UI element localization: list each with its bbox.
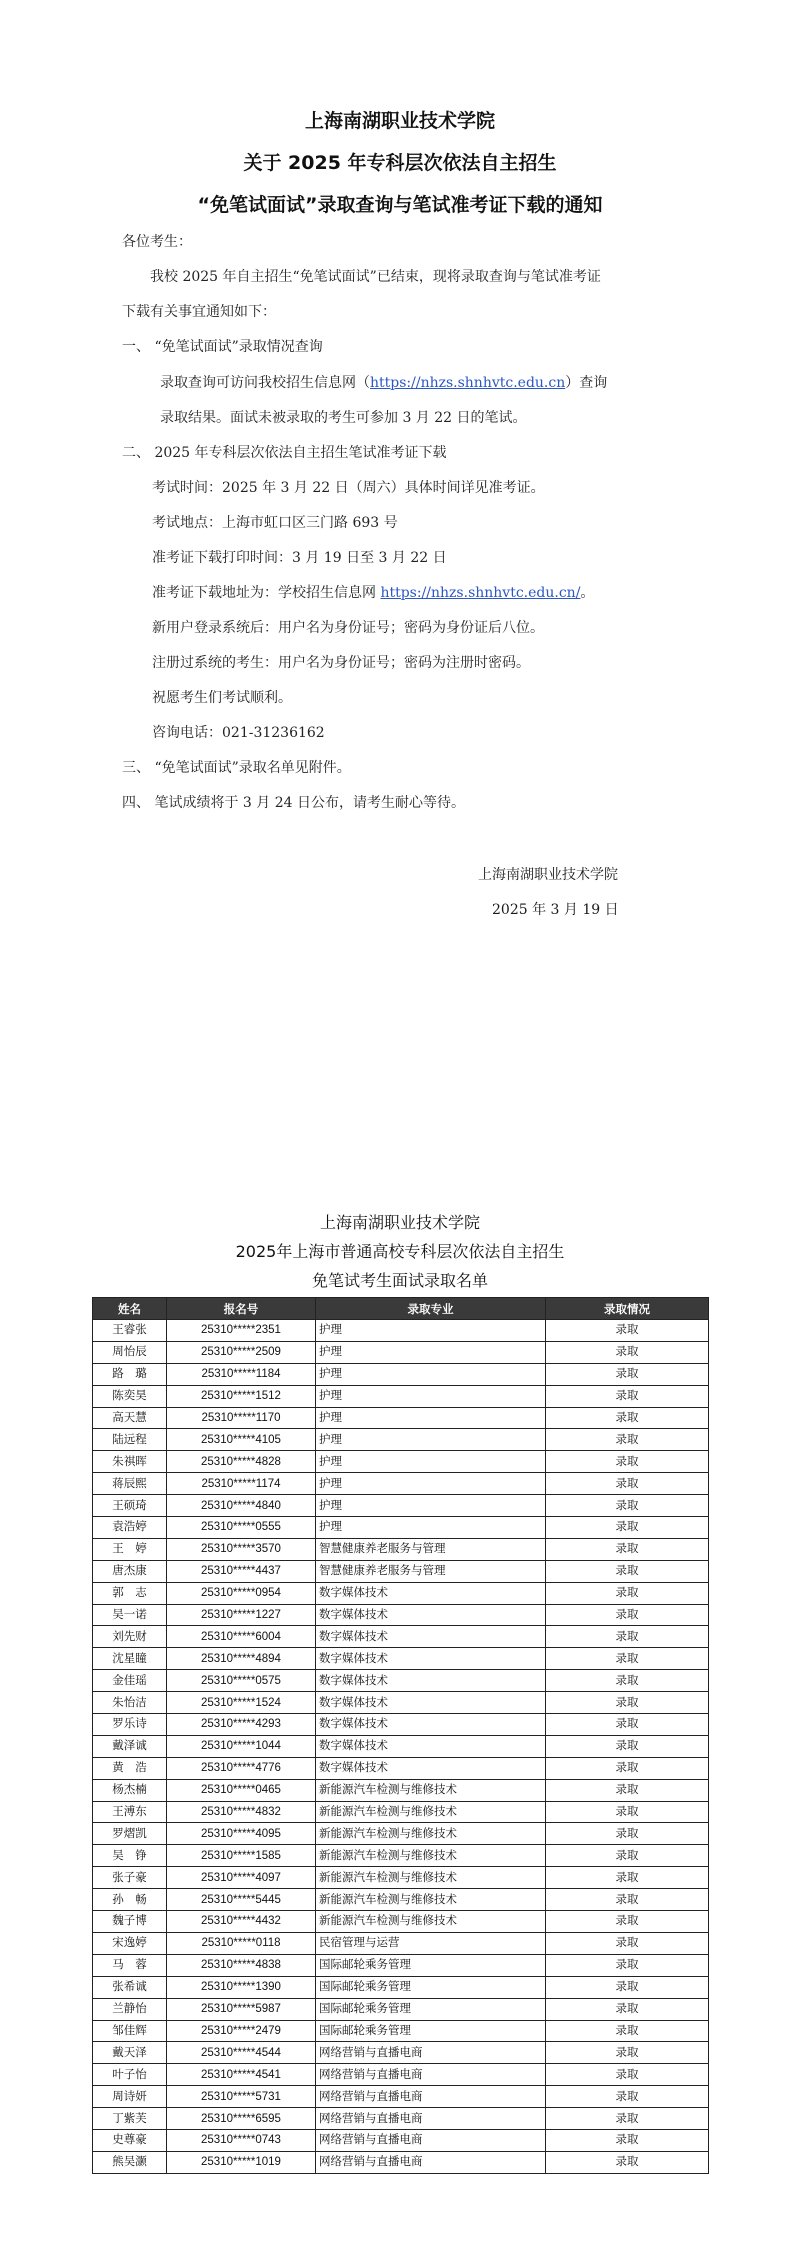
cell-major: 网络营销与直播电商 xyxy=(316,2086,546,2108)
cell-reg-number: 25310*****1512 xyxy=(167,1385,316,1407)
cell-name: 丁紫芙 xyxy=(93,2108,167,2130)
download-address-pre: 准考证下载地址为：学校招生信息网 xyxy=(152,585,381,601)
table-row xyxy=(93,1714,709,1736)
table-row xyxy=(93,1429,709,1451)
cell-major: 新能源汽车检测与维修技术 xyxy=(316,1823,546,1845)
cell-name: 周怡辰 xyxy=(93,1341,167,1363)
cell-status: 录取 xyxy=(546,1692,709,1714)
cell-name: 戴天泽 xyxy=(93,2042,167,2064)
cell-major: 智慧健康养老服务与管理 xyxy=(316,1538,546,1560)
cell-major: 护理 xyxy=(316,1495,546,1517)
cell-major: 数字媒体技术 xyxy=(316,1604,546,1626)
list-title-program: 2025年上海市普通高校专科层次依法自主招生 xyxy=(235,1242,565,1261)
cell-status: 录取 xyxy=(546,2086,709,2108)
cell-reg-number: 25310*****4293 xyxy=(167,1714,316,1736)
cell-status: 录取 xyxy=(546,1735,709,1757)
cell-major: 民宿管理与运营 xyxy=(316,1932,546,1954)
cell-name: 罗乐诗 xyxy=(93,1714,167,1736)
cell-status: 录取 xyxy=(546,1407,709,1429)
cell-name: 郭 志 xyxy=(93,1582,167,1604)
cell-major: 网络营销与直播电商 xyxy=(316,2151,546,2173)
list-title-list: 免笔试考生面试录取名单 xyxy=(311,1271,488,1290)
cell-reg-number: 25310*****5445 xyxy=(167,1889,316,1911)
cell-status: 录取 xyxy=(546,1889,709,1911)
section-1-body-post: ）查询 xyxy=(565,375,608,391)
cell-major: 新能源汽车检测与维修技术 xyxy=(316,1801,546,1823)
table-row xyxy=(93,2129,709,2151)
cell-status: 录取 xyxy=(546,1867,709,1889)
table-row xyxy=(93,1560,709,1582)
cell-name: 吴 铮 xyxy=(93,1845,167,1867)
cell-reg-number: 25310*****1524 xyxy=(167,1692,316,1714)
table-row xyxy=(93,1517,709,1539)
cell-status: 录取 xyxy=(546,1473,709,1495)
cell-status: 录取 xyxy=(546,1363,709,1385)
cell-name: 兰静怡 xyxy=(93,1998,167,2020)
section-3: 三、 “免笔试面试”录取名单见附件。 xyxy=(122,760,351,776)
section-2-heading: 二、 2025 年专科层次依法自主招生笔试准考证下载 xyxy=(122,445,447,461)
cell-status: 录取 xyxy=(546,1385,709,1407)
section-1-body-pre: 录取查询可访问我校招生信息网（ xyxy=(160,375,370,391)
header-major: 录取专业 xyxy=(316,1298,546,1320)
cell-name: 魏子博 xyxy=(93,1911,167,1933)
table-row xyxy=(93,1976,709,1998)
cell-major: 国际邮轮乘务管理 xyxy=(316,1998,546,2020)
table-row xyxy=(93,1385,709,1407)
cell-major: 护理 xyxy=(316,1451,546,1473)
wish-text: 祝愿考生们考试顺利。 xyxy=(152,690,292,706)
cell-major: 智慧健康养老服务与管理 xyxy=(316,1560,546,1582)
cell-name: 叶子怡 xyxy=(93,2064,167,2086)
cell-major: 数字媒体技术 xyxy=(316,1757,546,1779)
exam-time: 考试时间：2025 年 3 月 22 日（周六）具体时间详见准考证。 xyxy=(152,480,545,496)
cell-status: 录取 xyxy=(546,1779,709,1801)
cell-status: 录取 xyxy=(546,1604,709,1626)
cell-major: 数字媒体技术 xyxy=(316,1692,546,1714)
cell-status: 录取 xyxy=(546,2042,709,2064)
cell-major: 护理 xyxy=(316,1385,546,1407)
cell-name: 朱怡洁 xyxy=(93,1692,167,1714)
table-row xyxy=(93,1363,709,1385)
cell-status: 录取 xyxy=(546,1998,709,2020)
cell-name: 吴一诺 xyxy=(93,1604,167,1626)
section-4: 四、 笔试成绩将于 3 月 24 日公布，请考生耐心等待。 xyxy=(122,795,465,811)
cell-major: 数字媒体技术 xyxy=(316,1582,546,1604)
cell-status: 录取 xyxy=(546,1932,709,1954)
cell-status: 录取 xyxy=(546,2108,709,2130)
cell-reg-number: 25310*****0118 xyxy=(167,1932,316,1954)
cell-major: 网络营销与直播电商 xyxy=(316,2042,546,2064)
table-row xyxy=(93,1735,709,1757)
cell-name: 孙 畅 xyxy=(93,1889,167,1911)
cell-name: 史尊豪 xyxy=(93,2129,167,2151)
table-row xyxy=(93,1845,709,1867)
admission-table-body xyxy=(93,1320,709,2174)
cell-major: 护理 xyxy=(316,1473,546,1495)
table-row xyxy=(93,1495,709,1517)
table-row xyxy=(93,2020,709,2042)
download-address xyxy=(152,583,594,603)
table-row xyxy=(93,1823,709,1845)
header-status: 录取情况 xyxy=(546,1298,709,1320)
signature-date: 2025 年 3 月 19 日 xyxy=(492,902,619,918)
cell-status: 录取 xyxy=(546,1714,709,1736)
cell-reg-number: 25310*****1585 xyxy=(167,1845,316,1867)
download-link[interactable]: https://nhzs.shnhvtc.edu.cn/ xyxy=(380,585,581,601)
table-row xyxy=(93,1911,709,1933)
cell-major: 国际邮轮乘务管理 xyxy=(316,1954,546,1976)
cell-major: 数字媒体技术 xyxy=(316,1626,546,1648)
table-row xyxy=(93,1648,709,1670)
table-row xyxy=(93,1473,709,1495)
print-time: 准考证下载打印时间：3 月 19 日至 3 月 22 日 xyxy=(152,550,447,566)
signature-school: 上海南湖职业技术学院 xyxy=(478,867,618,883)
cell-name: 戴泽诚 xyxy=(93,1735,167,1757)
table-row xyxy=(93,1757,709,1779)
cell-name: 路 璐 xyxy=(93,1363,167,1385)
cell-reg-number: 25310*****4894 xyxy=(167,1648,316,1670)
admission-query-link[interactable]: https://nhzs.shnhvtc.edu.cn xyxy=(370,375,566,391)
cell-status: 录取 xyxy=(546,1911,709,1933)
cell-major: 护理 xyxy=(316,1429,546,1451)
table-row xyxy=(93,1451,709,1473)
exam-place: 考试地点：上海市虹口区三门路 693 号 xyxy=(152,515,398,531)
cell-major: 护理 xyxy=(316,1407,546,1429)
cell-major: 护理 xyxy=(316,1517,546,1539)
cell-name: 马 蓉 xyxy=(93,1954,167,1976)
cell-status: 录取 xyxy=(546,1954,709,1976)
table-row xyxy=(93,1341,709,1363)
intro-line-1: 我校 2025 年自主招生“免笔试面试”已结束，现将录取查询与笔试准考证 xyxy=(150,269,601,285)
cell-reg-number: 25310*****4840 xyxy=(167,1495,316,1517)
table-row xyxy=(93,1670,709,1692)
salutation: 各位考生： xyxy=(122,234,192,250)
cell-name: 沈星瞳 xyxy=(93,1648,167,1670)
table-row xyxy=(93,2086,709,2108)
cell-status: 录取 xyxy=(546,1517,709,1539)
header-name: 姓名 xyxy=(93,1298,167,1320)
cell-name: 蒋辰熙 xyxy=(93,1473,167,1495)
intro-line-2: 下载有关事宜通知如下： xyxy=(122,304,276,320)
cell-name: 陈奕昊 xyxy=(93,1385,167,1407)
cell-status: 录取 xyxy=(546,1648,709,1670)
cell-status: 录取 xyxy=(546,2064,709,2086)
cell-reg-number: 25310*****4105 xyxy=(167,1429,316,1451)
cell-reg-number: 25310*****1019 xyxy=(167,2151,316,2173)
cell-name: 王溥东 xyxy=(93,1801,167,1823)
cell-reg-number: 25310*****1390 xyxy=(167,1976,316,1998)
cell-status: 录取 xyxy=(546,2020,709,2042)
cell-name: 王硕琦 xyxy=(93,1495,167,1517)
table-row xyxy=(93,1779,709,1801)
cell-major: 护理 xyxy=(316,1320,546,1342)
cell-major: 护理 xyxy=(316,1363,546,1385)
table-row xyxy=(93,2108,709,2130)
cell-reg-number: 25310*****1227 xyxy=(167,1604,316,1626)
cell-status: 录取 xyxy=(546,1582,709,1604)
cell-reg-number: 25310*****4432 xyxy=(167,1911,316,1933)
cell-reg-number: 25310*****0743 xyxy=(167,2129,316,2151)
cell-status: 录取 xyxy=(546,2129,709,2151)
cell-status: 录取 xyxy=(546,1976,709,1998)
cell-major: 数字媒体技术 xyxy=(316,1735,546,1757)
cell-major: 数字媒体技术 xyxy=(316,1714,546,1736)
cell-reg-number: 25310*****4541 xyxy=(167,2064,316,2086)
cell-status: 录取 xyxy=(546,1560,709,1582)
cell-major: 数字媒体技术 xyxy=(316,1670,546,1692)
cell-reg-number: 25310*****4097 xyxy=(167,1867,316,1889)
cell-name: 熊吴灏 xyxy=(93,2151,167,2173)
cell-status: 录取 xyxy=(546,1341,709,1363)
cell-name: 黄 浩 xyxy=(93,1757,167,1779)
cell-reg-number: 25310*****2351 xyxy=(167,1320,316,1342)
cell-reg-number: 25310*****4832 xyxy=(167,1801,316,1823)
cell-reg-number: 25310*****5731 xyxy=(167,2086,316,2108)
cell-reg-number: 25310*****4838 xyxy=(167,1954,316,1976)
cell-major: 网络营销与直播电商 xyxy=(316,2129,546,2151)
download-address-post: 。 xyxy=(580,585,595,601)
cell-status: 录取 xyxy=(546,1801,709,1823)
table-row xyxy=(93,1889,709,1911)
cell-status: 录取 xyxy=(546,1495,709,1517)
cell-name: 刘先财 xyxy=(93,1626,167,1648)
cell-status: 录取 xyxy=(546,2151,709,2173)
cell-status: 录取 xyxy=(546,1670,709,1692)
cell-name: 王睿张 xyxy=(93,1320,167,1342)
cell-name: 金佳瑶 xyxy=(93,1670,167,1692)
cell-name: 陆远程 xyxy=(93,1429,167,1451)
cell-reg-number: 25310*****0954 xyxy=(167,1582,316,1604)
cell-major: 新能源汽车检测与维修技术 xyxy=(316,1911,546,1933)
notice-title-line-3: “免笔试面试”录取查询与笔试准考证下载的通知 xyxy=(197,194,603,216)
cell-name: 袁浩婷 xyxy=(93,1517,167,1539)
cell-status: 录取 xyxy=(546,1626,709,1648)
table-row xyxy=(93,1801,709,1823)
table-row xyxy=(93,1692,709,1714)
cell-reg-number: 25310*****0575 xyxy=(167,1670,316,1692)
cell-major: 新能源汽车检测与维修技术 xyxy=(316,1779,546,1801)
cell-major: 网络营销与直播电商 xyxy=(316,2108,546,2130)
section-1-body xyxy=(160,373,607,393)
cell-reg-number: 25310*****1174 xyxy=(167,1473,316,1495)
cell-reg-number: 25310*****4544 xyxy=(167,2042,316,2064)
cell-name: 周诗妍 xyxy=(93,2086,167,2108)
cell-major: 国际邮轮乘务管理 xyxy=(316,2020,546,2042)
cell-reg-number: 25310*****2509 xyxy=(167,1341,316,1363)
cell-name: 高天慧 xyxy=(93,1407,167,1429)
notice-title-line-2: 关于 2025 年专科层次依法自主招生 xyxy=(243,152,557,174)
cell-name: 王 婷 xyxy=(93,1538,167,1560)
cell-name: 张希诚 xyxy=(93,1976,167,1998)
cell-status: 录取 xyxy=(546,1845,709,1867)
table-row xyxy=(93,1867,709,1889)
table-row xyxy=(93,1932,709,1954)
cell-major: 新能源汽车检测与维修技术 xyxy=(316,1845,546,1867)
cell-reg-number: 25310*****4776 xyxy=(167,1757,316,1779)
cell-name: 张子豪 xyxy=(93,1867,167,1889)
cell-name: 唐杰康 xyxy=(93,1560,167,1582)
cell-status: 录取 xyxy=(546,1451,709,1473)
table-row xyxy=(93,2064,709,2086)
header-reg-number: 报名号 xyxy=(167,1298,316,1320)
cell-reg-number: 25310*****3570 xyxy=(167,1538,316,1560)
table-row xyxy=(93,1604,709,1626)
admission-table xyxy=(92,1297,709,2174)
table-row xyxy=(93,2151,709,2173)
cell-major: 新能源汽车检测与维修技术 xyxy=(316,1867,546,1889)
cell-name: 罗熠凯 xyxy=(93,1823,167,1845)
cell-reg-number: 25310*****4095 xyxy=(167,1823,316,1845)
cell-reg-number: 25310*****0555 xyxy=(167,1517,316,1539)
cell-name: 邹佳辉 xyxy=(93,2020,167,2042)
cell-major: 数字媒体技术 xyxy=(316,1648,546,1670)
table-row xyxy=(93,2042,709,2064)
table-row xyxy=(93,1320,709,1342)
new-user-info: 新用户登录系统后：用户名为身份证号；密码为身份证后八位。 xyxy=(152,620,544,636)
cell-reg-number: 25310*****5987 xyxy=(167,1998,316,2020)
cell-reg-number: 25310*****1044 xyxy=(167,1735,316,1757)
cell-major: 网络营销与直播电商 xyxy=(316,2064,546,2086)
school-title: 上海南湖职业技术学院 xyxy=(304,110,495,132)
cell-name: 宋逸婷 xyxy=(93,1932,167,1954)
cell-reg-number: 25310*****6004 xyxy=(167,1626,316,1648)
cell-reg-number: 25310*****4828 xyxy=(167,1451,316,1473)
table-row xyxy=(93,1954,709,1976)
table-header-row xyxy=(93,1298,709,1320)
cell-status: 录取 xyxy=(546,1757,709,1779)
table-row xyxy=(93,1582,709,1604)
cell-status: 录取 xyxy=(546,1320,709,1342)
consult-phone: 咨询电话：021-31236162 xyxy=(152,725,325,741)
cell-reg-number: 25310*****6595 xyxy=(167,2108,316,2130)
cell-reg-number: 25310*****1184 xyxy=(167,1363,316,1385)
cell-status: 录取 xyxy=(546,1429,709,1451)
cell-name: 朱祺晖 xyxy=(93,1451,167,1473)
cell-major: 新能源汽车检测与维修技术 xyxy=(316,1889,546,1911)
registered-user-info: 注册过系统的考生：用户名为身份证号；密码为注册时密码。 xyxy=(152,655,530,671)
cell-status: 录取 xyxy=(546,1823,709,1845)
cell-major: 护理 xyxy=(316,1341,546,1363)
table-row xyxy=(93,1998,709,2020)
cell-reg-number: 25310*****0465 xyxy=(167,1779,316,1801)
section-1-body-2: 录取结果。面试未被录取的考生可参加 3 月 22 日的笔试。 xyxy=(160,410,527,426)
cell-status: 录取 xyxy=(546,1538,709,1560)
section-1-heading: 一、 “免笔试面试”录取情况查询 xyxy=(122,339,323,355)
cell-major: 国际邮轮乘务管理 xyxy=(316,1976,546,1998)
cell-name: 杨杰楠 xyxy=(93,1779,167,1801)
table-row xyxy=(93,1407,709,1429)
table-row xyxy=(93,1538,709,1560)
cell-reg-number: 25310*****2479 xyxy=(167,2020,316,2042)
cell-reg-number: 25310*****4437 xyxy=(167,1560,316,1582)
cell-reg-number: 25310*****1170 xyxy=(167,1407,316,1429)
list-title-school: 上海南湖职业技术学院 xyxy=(319,1213,480,1232)
table-row xyxy=(93,1626,709,1648)
